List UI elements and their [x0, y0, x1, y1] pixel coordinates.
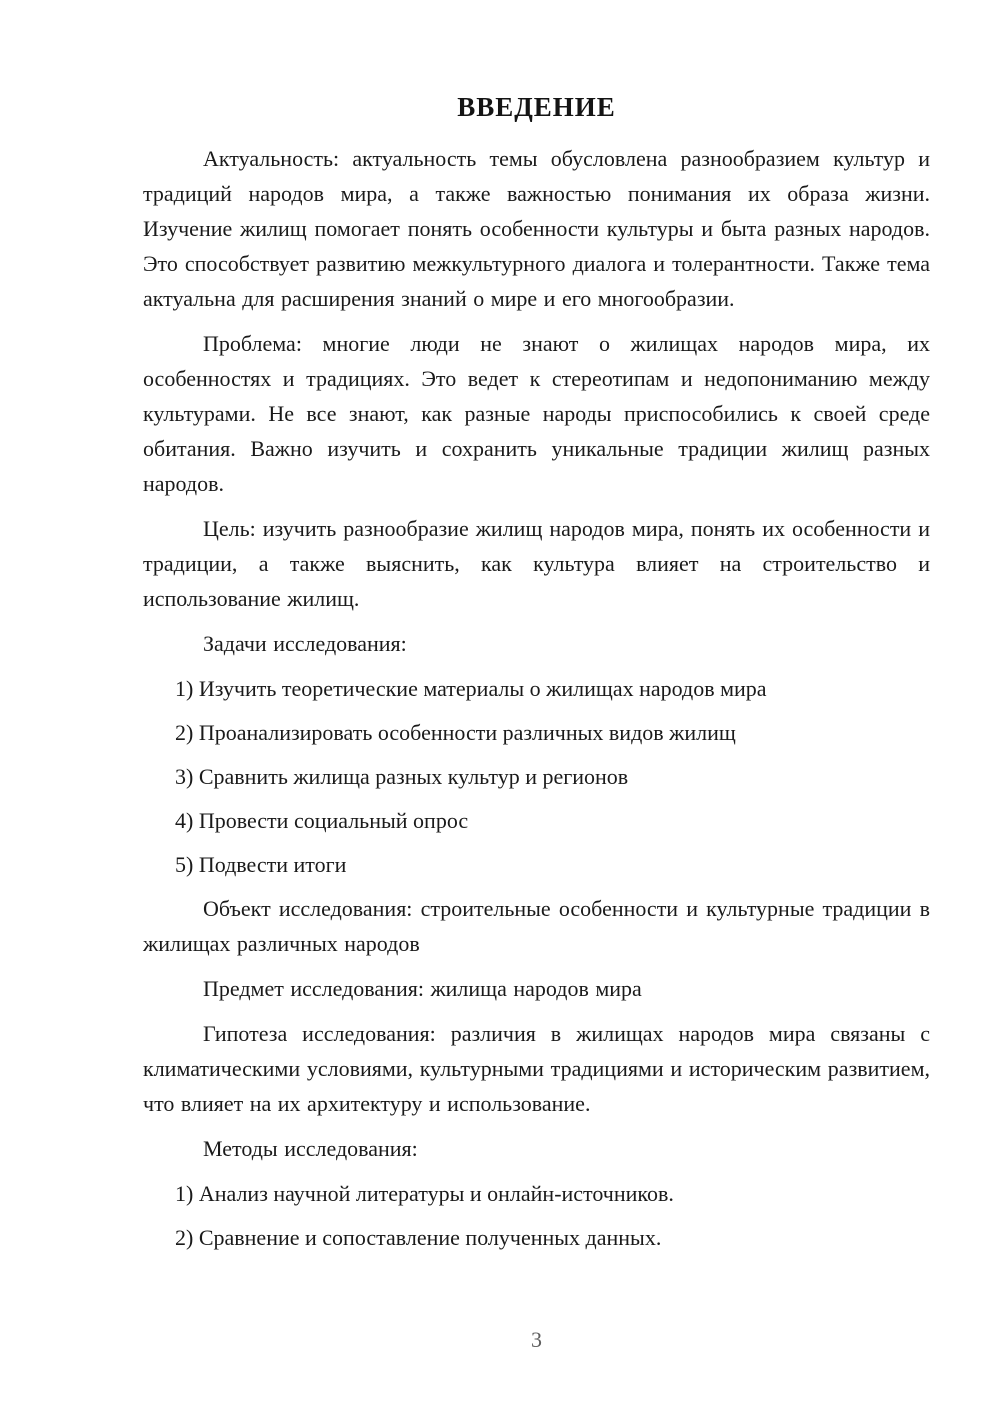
- task-item-3: 3) Сравнить жилища разных культур и регионов: [175, 764, 629, 789]
- tasks-list: [143, 671, 930, 882]
- task-item-4: 4) Провести социальный опрос: [175, 808, 469, 833]
- methods-list: [143, 1176, 930, 1255]
- heading-metody: Методы исследования:: [203, 1136, 418, 1161]
- task-item-5: 5) Подвести итоги: [175, 852, 347, 877]
- paragraph-problema: Проблема: многие люди не знают о жилищах народов мира, их особенностях и традициях. Это ведет к стереотипам и недопониманию между культурами. Не все знают, как разные народы приспособились к своей среде обитания. Важно изучить и сохранить уникальные традиции жилищ разных народов.: [143, 331, 930, 496]
- paragraph-obekt: Объект исследования: строительные особенности и культурные традиции в жилищах различных народов: [143, 896, 930, 956]
- page-number: 3: [531, 1327, 542, 1352]
- paragraph-gipoteza: Гипотеза исследования: различия в жилищах народов мира связаны с климатическими условиями, культурными традициями и историческим развитием, что влияет на их архитектуру и использование.: [143, 1021, 930, 1116]
- method-item-1: 1) Анализ научной литературы и онлайн-источников.: [175, 1181, 674, 1206]
- task-item-2: 2) Проанализировать особенности различных видов жилищ: [175, 720, 736, 745]
- method-item-2: 2) Сравнение и сопоставление полученных данных.: [175, 1225, 662, 1250]
- paragraph-tsel: Цель: изучить разнообразие жилищ народов мира, понять их особенности и традиции, а также выяснить, как культура влияет на строительство и использование жилищ.: [143, 516, 930, 611]
- paragraph-predmet: Предмет исследования: жилища народов мира: [203, 976, 642, 1001]
- page-title: ВВЕДЕНИЕ: [457, 92, 616, 122]
- paragraph-aktualnost: Актуальность: актуальность темы обусловлена разнообразием культур и традиций народов мира, а также важностью понимания их образа жизни. Изучение жилищ помогает понять особенности культуры и быта разных народов. Это способствует развитию межкультурного диалога и толерантности. Также тема актуальна для расширения знаний о мире и его многообразии.: [143, 146, 930, 311]
- task-item-1: 1) Изучить теоретические материалы о жилищах народов мира: [175, 676, 767, 701]
- heading-zadachi: Задачи исследования:: [203, 631, 407, 656]
